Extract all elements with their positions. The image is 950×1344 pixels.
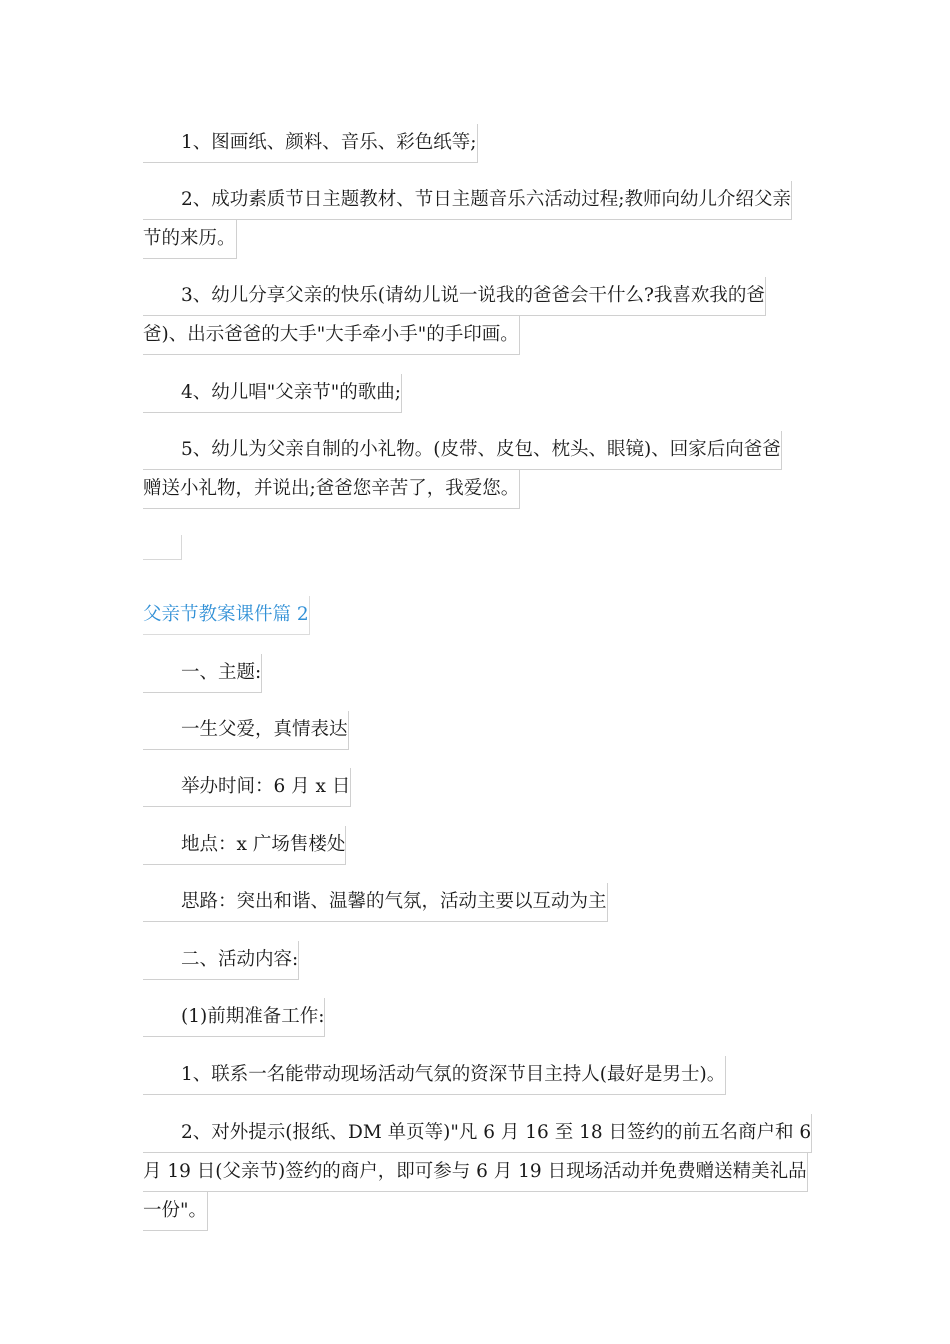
paragraph-time: [143, 768, 807, 807]
paragraph-preparation: [143, 998, 807, 1037]
paragraph-location: [143, 826, 807, 865]
paragraph-introduce-origin: [143, 181, 807, 259]
text-line: 2、对外提示(报纸、DM 单页等)"凡 6 月 16 至 18 日签约的前五名商户和 6: [143, 1114, 812, 1153]
text-line: 一、主题:: [143, 654, 262, 693]
paragraph-theme-label: [143, 654, 807, 693]
text-line: 节的来历。: [143, 220, 237, 259]
paragraph-gift: [143, 431, 807, 509]
text-line: 1、联系一名能带动现场活动气氛的资深节目主持人(最好是男士)。: [143, 1056, 726, 1095]
text-line: 一份"。: [143, 1192, 208, 1231]
heading-text: 父亲节教案课件篇 2: [143, 596, 310, 635]
text-line: 爸)、出示爸爸的大手"大手牵小手"的手印画。: [143, 316, 520, 355]
text-line: 5、幼儿为父亲自制的小礼物。(皮带、皮包、枕头、眼镜)、回家后向爸爸: [143, 431, 782, 470]
paragraph-content-label: [143, 941, 807, 980]
text-line: 地点：x 广场售楼处: [143, 826, 346, 865]
text-line: 4、幼儿唱"父亲节"的歌曲;: [143, 374, 402, 413]
text-line: 3、幼儿分享父亲的快乐(请幼儿说一说我的爸爸会干什么?我喜欢我的爸: [143, 277, 766, 316]
paragraph-approach: [143, 883, 807, 922]
paragraph-promotion: [143, 1114, 812, 1231]
paragraph-materials: [143, 124, 807, 163]
text-line: 1、图画纸、颜料、音乐、彩色纸等;: [143, 124, 478, 163]
text-line: 一生父爱，真情表达: [143, 711, 349, 750]
paragraph-share-joy: [143, 277, 807, 355]
paragraph-sing-song: [143, 374, 807, 413]
paragraph-host: [143, 1056, 807, 1095]
section-heading: [143, 596, 310, 635]
text-line: 思路：突出和谐、温馨的气氛，活动主要以互动为主: [143, 883, 608, 922]
text-line: 赠送小礼物，并说出;爸爸您辛苦了，我爱您。: [143, 470, 520, 509]
text-line: 举办时间：6 月 x 日: [143, 768, 351, 807]
empty-paragraph: [143, 535, 182, 560]
text-line: 2、成功素质节日主题教材、节日主题音乐六活动过程;教师向幼儿介绍父亲: [143, 181, 792, 220]
text-line: 月 19 日(父亲节)签约的商户，即可参与 6 月 19 日现场活动并免费赠送精美礼品: [143, 1153, 808, 1192]
text-line: (1)前期准备工作:: [143, 998, 325, 1037]
paragraph-theme: [143, 711, 807, 750]
text-line: 二、活动内容:: [143, 941, 299, 980]
